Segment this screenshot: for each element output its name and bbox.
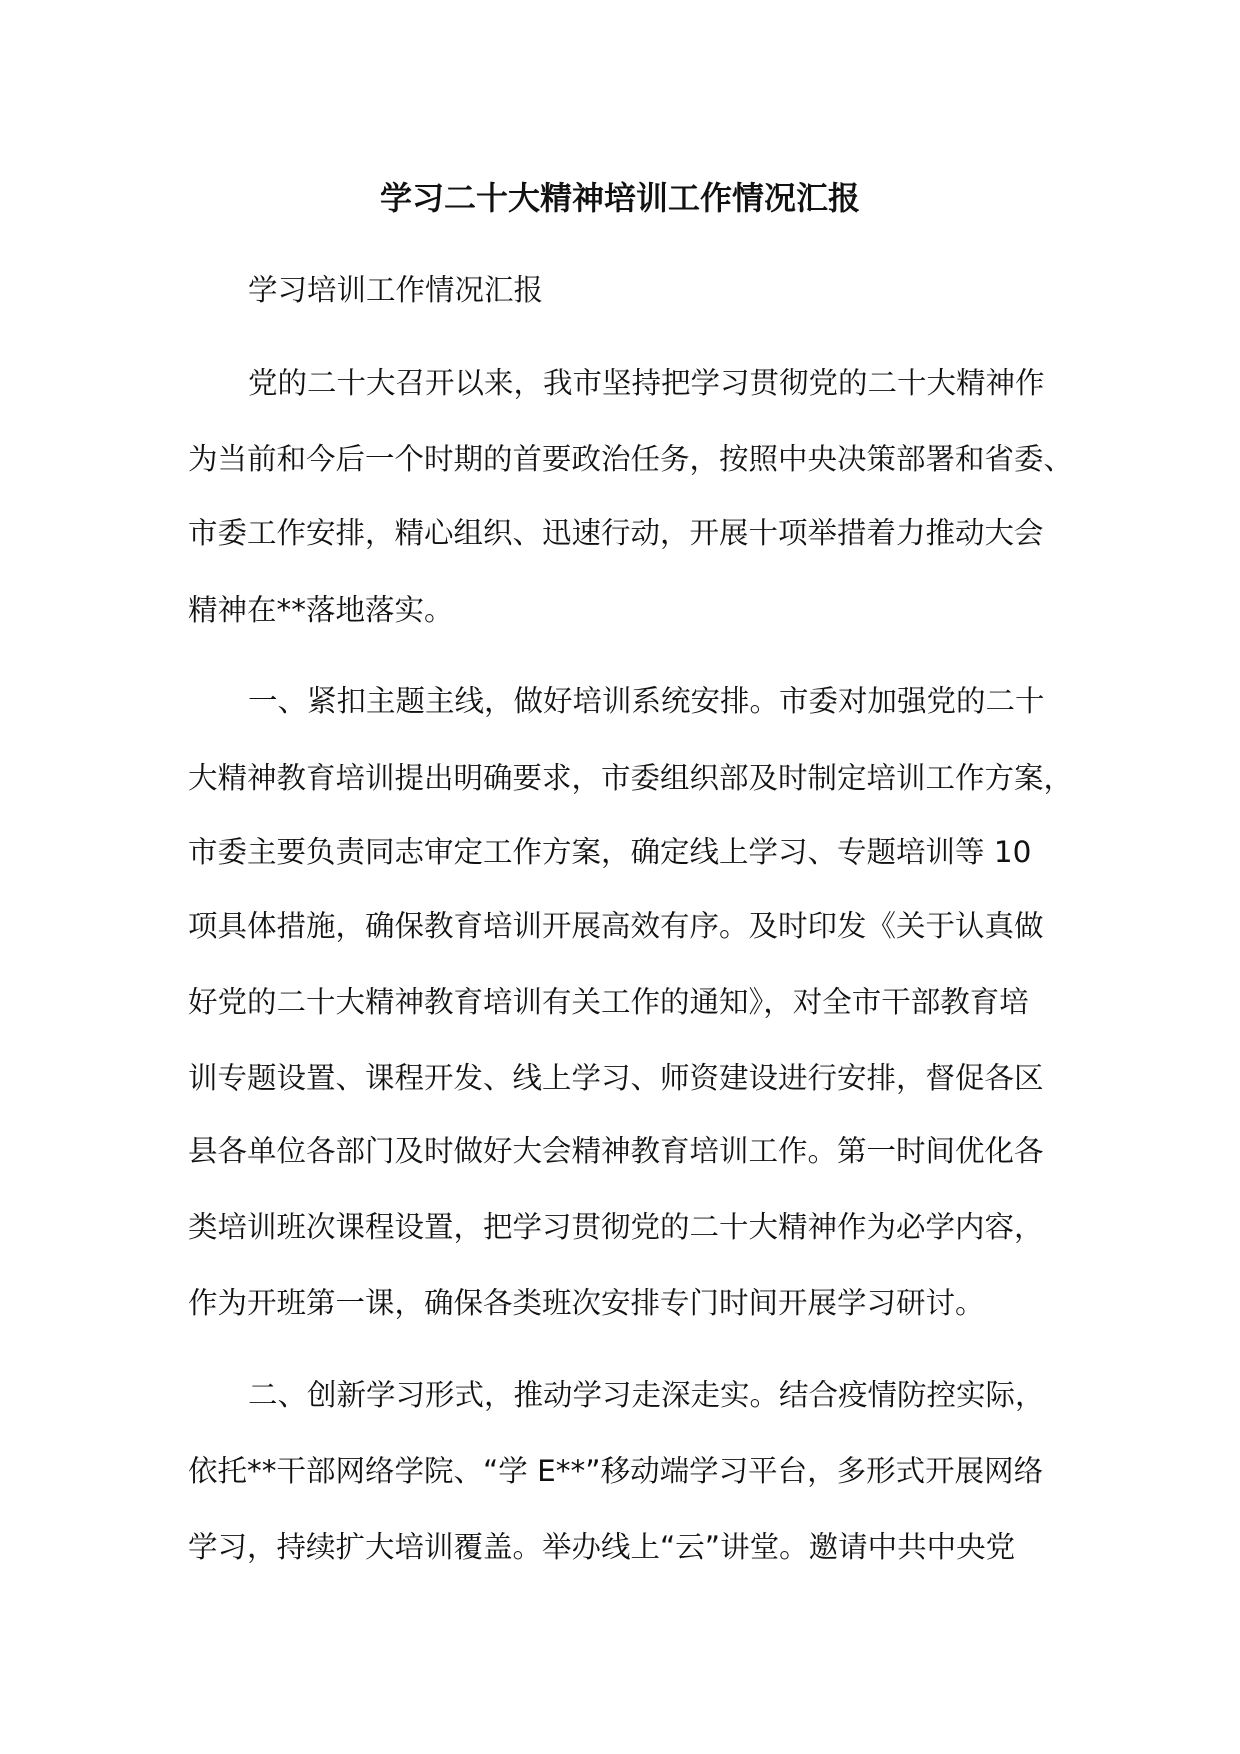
text-line: 县各单位各部门及时做好大会精神教育培训工作。第一时间优化各 — [188, 1134, 1044, 1168]
text-line: 大精神教育培训提出明确要求，市委组织部及时制定培训工作方案， — [188, 761, 1074, 795]
text-line: 项具体措施，确保教育培训开展高效有序。及时印发《关于认真做 — [188, 909, 1044, 943]
text-line: 类培训班次课程设置，把学习贯彻党的二十大精神作为必学内容， — [188, 1210, 1044, 1244]
text-line: 精神在**落地落实。 — [188, 593, 454, 627]
text-line: 一、紧扣主题主线，做好培训系统安排。市委对加强党的二十 — [248, 684, 1045, 718]
text-line: 好党的二十大精神教育培训有关工作的通知》，对全市干部教育培 — [188, 985, 1029, 1019]
text-line: 市委工作安排，精心组织、迅速行动，开展十项举措着力推动大会 — [188, 516, 1044, 550]
document-subtitle: 学习培训工作情况汇报 — [248, 273, 544, 307]
text-line: 依托**干部网络学院、“学 E**”移动端学习平台，多形式开展网络 — [188, 1454, 1044, 1488]
text-line: 党的二十大召开以来，我市坚持把学习贯彻党的二十大精神作 — [248, 366, 1045, 400]
text-line: 训专题设置、课程开发、线上学习、师资建设进行安排，督促各区 — [188, 1061, 1044, 1095]
text-line: 学习，持续扩大培训覆盖。举办线上“云”讲堂。邀请中共中央党 — [188, 1530, 1016, 1564]
document-title: 学习二十大精神培训工作情况汇报 — [379, 179, 860, 217]
text-line: 市委主要负责同志审定工作方案，确定线上学习、专题培训等 10 — [188, 835, 1032, 869]
text-line: 为当前和今后一个时期的首要政治任务，按照中央决策部署和省委、 — [188, 442, 1074, 476]
text-line: 作为开班第一课，确保各类班次安排专门时间开展学习研讨。 — [188, 1286, 985, 1320]
text-line: 二、创新学习形式，推动学习走深走实。结合疫情防控实际， — [248, 1378, 1045, 1412]
